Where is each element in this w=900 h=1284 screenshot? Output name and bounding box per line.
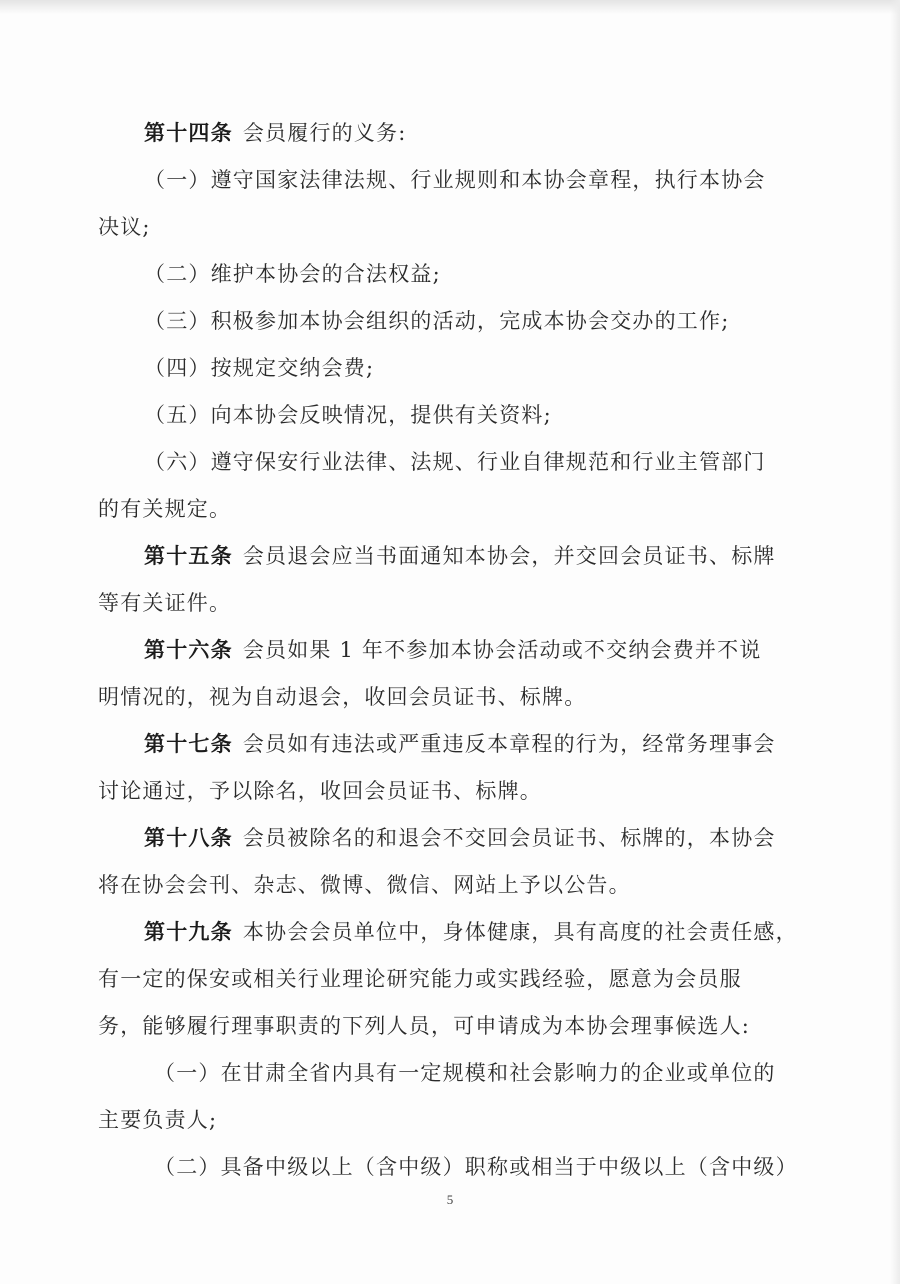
article-heading: 第十五条 bbox=[144, 544, 233, 568]
paragraph-line: 讨论通过，予以除名，收回会员证书、标牌。 bbox=[98, 779, 542, 803]
article-heading: 第十七条 bbox=[144, 732, 233, 756]
line-text: 会员履行的义务: bbox=[242, 121, 407, 145]
line-text: 会员退会应当书面通知本协会，并交回会员证书、标牌 bbox=[242, 544, 776, 568]
paragraph-line: 等有关证件。 bbox=[98, 591, 232, 615]
line-text: 本协会会员单位中，身体健康，具有高度的社会责任感， bbox=[242, 920, 798, 944]
paragraph-line bbox=[98, 721, 813, 768]
paragraph-line: 明情况的，视为自动退会，收回会员证书、标牌。 bbox=[98, 685, 587, 709]
paragraph-line bbox=[98, 909, 813, 956]
paragraph-line: 将在协会会刊、杂志、微博、微信、网站上予以公告。 bbox=[98, 873, 631, 897]
scan-shadow-top bbox=[0, 0, 900, 14]
paragraph-line bbox=[98, 110, 813, 157]
paragraph-line: （四）按规定交纳会费; bbox=[144, 356, 375, 380]
paragraph-line: （五）向本协会反映情况，提供有关资料; bbox=[144, 403, 552, 427]
paragraph-line bbox=[98, 815, 813, 862]
paragraph-line: 务，能够履行理事职责的下列人员，可申请成为本协会理事候选人: bbox=[98, 1014, 751, 1038]
line-text: 会员被除名的和退会不交回会员证书、标牌的，本协会 bbox=[242, 826, 776, 850]
article-heading: 第十四条 bbox=[144, 121, 233, 145]
paragraph-line: 主要负责人; bbox=[98, 1108, 218, 1132]
paragraph-line: （一）在甘肃全省内具有一定规模和社会影响力的企业或单位的 bbox=[154, 1061, 776, 1085]
paragraph-line: 有一定的保安或相关行业理论研究能力或实践经验，愿意为会员服 bbox=[98, 967, 742, 991]
paragraph-line: （三）积极参加本协会组织的活动，完成本协会交办的工作; bbox=[144, 309, 730, 333]
article-text bbox=[98, 110, 813, 1191]
line-text: 会员如果 1 年不参加本协会活动或不交纳会费并不说 bbox=[242, 638, 762, 662]
paragraph-line: （二）维护本协会的合法权益; bbox=[144, 262, 441, 286]
article-heading: 第十八条 bbox=[144, 826, 233, 850]
article-heading: 第十九条 bbox=[144, 920, 233, 944]
paragraph-line: （二）具备中级以上（含中级）职称或相当于中级以上（含中级） bbox=[154, 1155, 798, 1179]
line-text: 会员如有违法或严重违反本章程的行为，经常务理事会 bbox=[242, 732, 776, 756]
paragraph-line: （六）遵守保安行业法律、法规、行业自律规范和行业主管部门 bbox=[144, 450, 766, 474]
scan-shadow-right bbox=[890, 0, 900, 1284]
paragraph-line bbox=[98, 627, 813, 674]
paragraph-line: 决议; bbox=[98, 215, 151, 239]
paragraph-line: 的有关规定。 bbox=[98, 497, 232, 521]
paragraph-line: （一）遵守国家法律法规、行业规则和本协会章程，执行本协会 bbox=[144, 168, 766, 192]
page-number: 5 bbox=[446, 1192, 454, 1207]
article-heading: 第十六条 bbox=[144, 638, 233, 662]
paragraph-line bbox=[98, 533, 813, 580]
